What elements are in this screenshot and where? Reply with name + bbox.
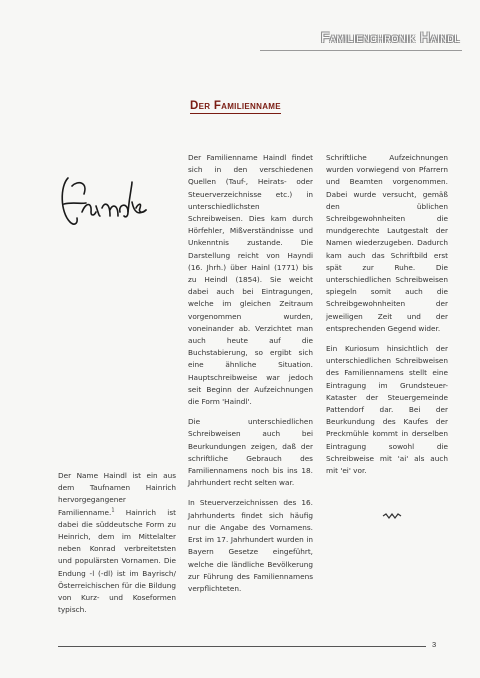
name-origin-text-cont: Hainrich ist dabei die süddeutsche Form zu Heinrich, dem im Mittelalter neben Konrad verbreitetsten und populärsten Vornamen. Die Endung -l (-dl) ist im Bayrisch/Österreichischen für die Bildung von Kurz- und Koseformen typisch.: [58, 507, 176, 615]
tax-records-paragraph: In Steuerverzeichnissen des 16. Jahrhunderts findet sich häufig nur die Angabe des Vornamens. Erst im 17. Jahrhundert wurden in Bayern Gesetze eingeführt, welche die ländliche Bevölkerung zur Führung des Familiennamens verpflichteten.: [188, 498, 313, 593]
written-records-paragraph: Schriftliche Aufzeichnungen wurden vorwiegend von Pfarrern und Beamten vorgenommen. Dabei wurde versucht, gemäß den üblichen Schreibgewohnheiten die mundgerechte Lautgestalt der Namen wiederzugeben. Dadurch kam auch das Schriftbild erst spät zur Ruhe. Die unterschiedlichen Schreibweisen spiegeln somit auch die Schreibgewohnheiten der jeweiligen Zeit und der entsprechenden Gegend wider.: [326, 153, 448, 333]
footnote-marker: 1: [111, 507, 115, 514]
name-origin-paragraph: [58, 470, 176, 616]
left-text-column: [58, 470, 176, 624]
flourish-ornament: [382, 512, 402, 520]
chronicle-title: Familienchronik Haindl: [321, 30, 460, 45]
middle-text-column: [188, 152, 313, 603]
page-number: 3: [432, 640, 437, 649]
written-usage-paragraph: Die unterschiedlichen Schreibweisen auch bei Beurkundungen zeigen, daß der schriftliche Gebrauch des Familiennamens noch bis ins 18. Jahrhundert recht selten war.: [188, 417, 313, 488]
section-title-text: Der Familienname: [190, 100, 281, 112]
page-header: [270, 30, 460, 50]
header-rule: [260, 50, 462, 51]
curiosity-paragraph: Ein Kuriosum hinsichtlich der unterschiedlichen Schreibweisen des Familiennamens stellt eine Eintragung im Grundsteuer-Kataster der Steuergemeinde Pattendorf dar. Bei der Beurkundung des Kaufes der Preckmühle kommt in derselben Eintragung sowohl die Schreibweise mit 'ai' als auch mit 'ei' vor.: [326, 344, 448, 476]
spelling-variants-paragraph: Der Familienname Haindl findet sich in den verschiedenen Quellen (Tauf-, Heirats- oder Steuerverzeichnisse etc.) in unterschiedlichsten Schreibweisen. Dies kam durch Hörfehler, Mißverständnisse und Unkenntnis zustande. Die Darstellung reicht von Hayndi (16. Jhrh.) über Hainl (1771) bis zu Heindl (1854). Sie weicht dabei auch bei Eintragungen, welche im gleichen Zeitraum vorgenommen wurden, voneinander ab. Verzichtet man auch heute auf die Buchstabierung, so ergibt sich eine ähnliche Situation. Hauptschreibweise war jedoch seit Beginn der Aufzeichnungen die Form 'Haindl'.: [188, 153, 313, 407]
name-origin-text: Der Name Haindl ist ein aus dem Taufnamen Hainrich hervorgegangener Familienname.: [58, 471, 176, 517]
haindl-signature-image: [58, 172, 150, 230]
right-text-column: [326, 152, 448, 485]
section-title: [190, 100, 390, 112]
footer-rule: [58, 646, 426, 647]
